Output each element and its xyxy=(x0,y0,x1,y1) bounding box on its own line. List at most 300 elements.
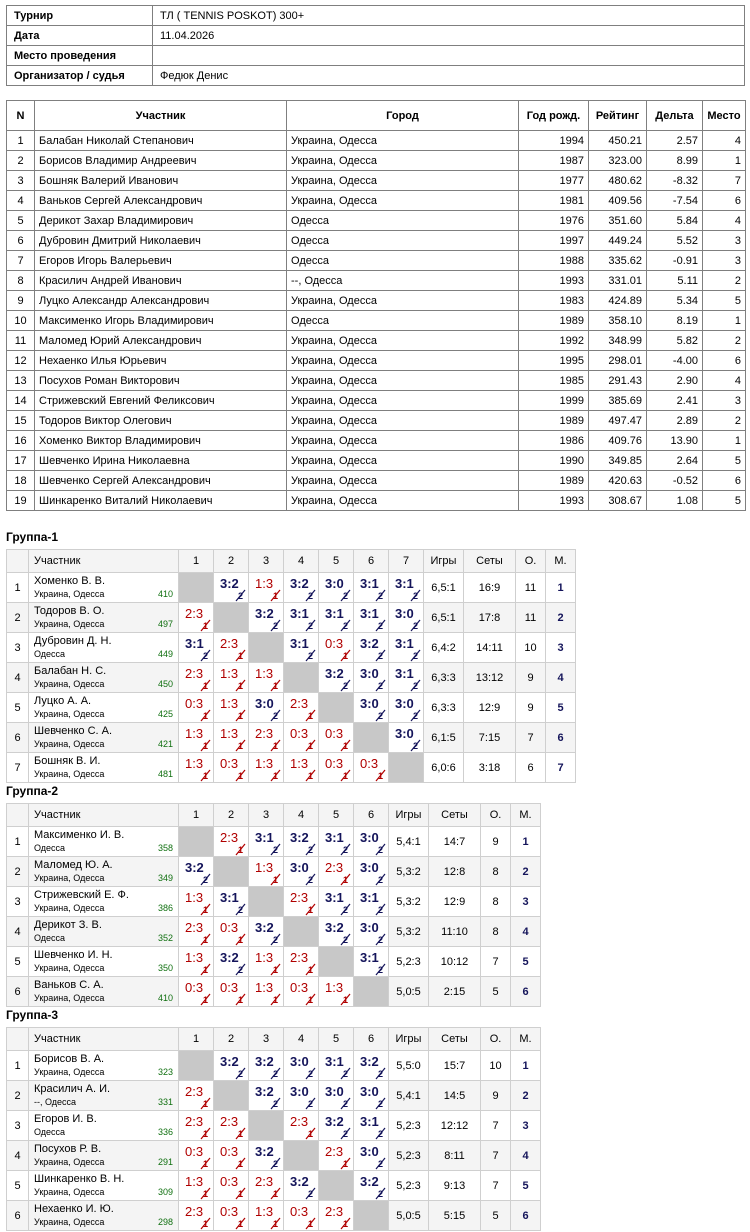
participant-cell: 1999 xyxy=(519,391,589,411)
match-score: 3:2 xyxy=(255,1084,274,1099)
col-player: Участник xyxy=(29,1028,179,1051)
match-points: 2 xyxy=(412,681,418,691)
col-opponent: 2 xyxy=(214,550,249,573)
participant-cell: 1987 xyxy=(519,151,589,171)
player-rating: 298 xyxy=(157,1217,173,1227)
player-sets: 12:8 xyxy=(429,857,481,887)
match-points: 1 xyxy=(342,1219,348,1229)
match-result-cell xyxy=(284,1201,319,1231)
match-score: 3:0 xyxy=(395,726,414,741)
participant-cell: 1989 xyxy=(519,411,589,431)
player-rating: 497 xyxy=(157,619,173,629)
match-result-cell xyxy=(284,857,319,887)
participants-header-row xyxy=(7,101,746,131)
participant-row xyxy=(7,351,746,371)
group-row xyxy=(7,887,541,917)
match-result-cell xyxy=(284,603,319,633)
player-points: 8 xyxy=(481,887,511,917)
info-label: Дата xyxy=(7,26,153,46)
player-points: 9 xyxy=(516,663,546,693)
match-score: 2:3 xyxy=(290,696,309,711)
match-result-cell xyxy=(354,887,389,917)
match-result-cell xyxy=(249,1141,284,1171)
col-opponent: 4 xyxy=(284,804,319,827)
match-points: 2 xyxy=(377,965,383,975)
match-result-cell xyxy=(249,663,284,693)
participant-cell: 4 xyxy=(703,211,746,231)
match-score: 3:2 xyxy=(220,950,239,965)
match-score: 3:1 xyxy=(185,636,204,651)
match-points: 2 xyxy=(342,621,348,631)
match-points: 1 xyxy=(272,591,278,601)
participants-header-cell: Город xyxy=(287,101,519,131)
match-points: 2 xyxy=(377,681,383,691)
match-score: 3:0 xyxy=(360,860,379,875)
match-result-cell xyxy=(249,1051,284,1081)
player-games: 5,2:3 xyxy=(389,1141,429,1171)
player-place: 1 xyxy=(511,1051,541,1081)
player-city: Одесса xyxy=(34,649,66,659)
player-number: 1 xyxy=(7,1051,29,1081)
group-row xyxy=(7,603,576,633)
match-score: 0:3 xyxy=(185,696,204,711)
match-result-cell xyxy=(319,827,354,857)
match-points: 2 xyxy=(307,875,313,885)
player-name: Маломед Ю. А. xyxy=(34,859,113,871)
participant-cell: 2.89 xyxy=(647,411,703,431)
info-value xyxy=(153,46,745,66)
match-score: 3:1 xyxy=(395,576,414,591)
match-points: 1 xyxy=(272,995,278,1005)
match-points: 1 xyxy=(237,651,243,661)
participant-cell: 12 xyxy=(7,351,35,371)
participant-cell: 1 xyxy=(703,311,746,331)
self-cell xyxy=(249,633,284,663)
participant-cell: 1985 xyxy=(519,371,589,391)
participant-row xyxy=(7,411,746,431)
participant-cell: Украина, Одесса xyxy=(287,451,519,471)
participant-row xyxy=(7,311,746,331)
match-points: 2 xyxy=(202,875,208,885)
col-place: М. xyxy=(546,550,576,573)
player-name: Посухов Р. В. xyxy=(34,1143,102,1155)
match-points: 2 xyxy=(237,905,243,915)
match-score: 3:0 xyxy=(360,666,379,681)
match-score: 3:1 xyxy=(255,830,274,845)
match-score: 2:3 xyxy=(290,1114,309,1129)
match-score: 2:3 xyxy=(185,920,204,935)
player-sets: 14:11 xyxy=(464,633,516,663)
participant-cell: 17 xyxy=(7,451,35,471)
player-number: 3 xyxy=(7,1111,29,1141)
participant-cell: 4 xyxy=(7,191,35,211)
match-result-cell xyxy=(354,1111,389,1141)
group-row xyxy=(7,1081,541,1111)
player-city: Украина, Одесса xyxy=(34,1157,105,1167)
match-score: 3:2 xyxy=(220,1054,239,1069)
player-sets: 12:9 xyxy=(464,693,516,723)
match-result-cell xyxy=(354,1081,389,1111)
match-score: 0:3 xyxy=(220,1144,239,1159)
participant-cell: Бошняк Валерий Иванович xyxy=(35,171,287,191)
participant-cell: 348.99 xyxy=(589,331,647,351)
participants-header-cell: Дельта xyxy=(647,101,703,131)
match-score: 0:3 xyxy=(325,726,344,741)
match-points: 1 xyxy=(202,1129,208,1139)
col-opponent: 2 xyxy=(214,804,249,827)
participant-row xyxy=(7,431,746,451)
col-opponent: 2 xyxy=(214,1028,249,1051)
col-opponent: 3 xyxy=(249,1028,284,1051)
match-result-cell xyxy=(249,917,284,947)
player-name: Дерикот З. В. xyxy=(34,919,102,931)
match-points: 1 xyxy=(202,741,208,751)
match-points: 1 xyxy=(307,1129,313,1139)
participant-cell: 1997 xyxy=(519,231,589,251)
participant-cell: 497.47 xyxy=(589,411,647,431)
participant-cell: Хоменко Виктор Владимирович xyxy=(35,431,287,451)
match-points: 1 xyxy=(237,1189,243,1199)
player-name: Шинкаренко В. Н. xyxy=(34,1173,125,1185)
player-number: 5 xyxy=(7,1171,29,1201)
participant-cell: 291.43 xyxy=(589,371,647,391)
player-city: Украина, Одесса xyxy=(34,769,105,779)
match-score: 2:3 xyxy=(185,1204,204,1219)
participant-cell: 4 xyxy=(703,371,746,391)
match-score: 2:3 xyxy=(255,1174,274,1189)
player-cell xyxy=(29,1171,179,1201)
group-row xyxy=(7,693,576,723)
participant-cell: 3 xyxy=(703,251,746,271)
info-value: 11.04.2026 xyxy=(153,26,745,46)
participant-cell: 450.21 xyxy=(589,131,647,151)
match-result-cell xyxy=(354,1171,389,1201)
participant-row xyxy=(7,271,746,291)
player-sets: 16:9 xyxy=(464,573,516,603)
match-result-cell xyxy=(354,663,389,693)
match-score: 2:3 xyxy=(185,1084,204,1099)
participant-cell: 6 xyxy=(703,351,746,371)
participant-cell: 18 xyxy=(7,471,35,491)
participant-cell: 1983 xyxy=(519,291,589,311)
player-number: 1 xyxy=(7,573,29,603)
match-result-cell xyxy=(179,917,214,947)
participant-cell: 1995 xyxy=(519,351,589,371)
group-row xyxy=(7,947,541,977)
match-result-cell xyxy=(284,693,319,723)
participant-cell: 5 xyxy=(703,291,746,311)
match-points: 1 xyxy=(307,1219,313,1229)
match-score: 1:3 xyxy=(290,756,309,771)
player-city: Украина, Одесса xyxy=(34,1217,105,1227)
participant-cell: 1 xyxy=(703,151,746,171)
player-cell xyxy=(29,633,179,663)
col-number xyxy=(7,804,29,827)
player-games: 5,3:2 xyxy=(389,857,429,887)
match-points: 2 xyxy=(307,651,313,661)
match-score: 3:2 xyxy=(255,920,274,935)
match-points: 2 xyxy=(272,1069,278,1079)
match-score: 1:3 xyxy=(255,756,274,771)
player-sets: 17:8 xyxy=(464,603,516,633)
participant-cell: Украина, Одесса xyxy=(287,491,519,511)
participant-row xyxy=(7,331,746,351)
player-games: 5,2:3 xyxy=(389,1171,429,1201)
participant-cell: Шинкаренко Виталий Николаевич xyxy=(35,491,287,511)
match-result-cell xyxy=(214,1141,249,1171)
match-result-cell xyxy=(354,947,389,977)
player-cell xyxy=(29,1201,179,1231)
match-result-cell xyxy=(284,1081,319,1111)
player-points: 7 xyxy=(481,1141,511,1171)
participant-cell: 14 xyxy=(7,391,35,411)
col-points: О. xyxy=(481,1028,511,1051)
player-sets: 9:13 xyxy=(429,1171,481,1201)
col-number xyxy=(7,1028,29,1051)
col-opponent: 3 xyxy=(249,804,284,827)
player-city: Одесса xyxy=(34,1127,66,1137)
player-sets: 14:5 xyxy=(429,1081,481,1111)
player-sets: 14:7 xyxy=(429,827,481,857)
player-cell xyxy=(29,1081,179,1111)
participant-cell: 7 xyxy=(703,171,746,191)
group-row xyxy=(7,977,541,1007)
participant-cell: Луцко Александр Александрович xyxy=(35,291,287,311)
self-cell xyxy=(179,573,214,603)
player-place: 4 xyxy=(511,917,541,947)
participant-cell: 1976 xyxy=(519,211,589,231)
match-result-cell xyxy=(249,753,284,783)
group-row xyxy=(7,1051,541,1081)
match-score: 2:3 xyxy=(325,1204,344,1219)
match-points: 2 xyxy=(272,845,278,855)
participant-cell: Красилич Андрей Иванович xyxy=(35,271,287,291)
match-score: 3:1 xyxy=(325,606,344,621)
participant-cell: 2 xyxy=(703,271,746,291)
match-result-cell xyxy=(354,603,389,633)
player-points: 7 xyxy=(481,1171,511,1201)
participant-cell: 2 xyxy=(703,411,746,431)
player-city: --, Одесса xyxy=(34,1097,77,1107)
match-points: 1 xyxy=(377,771,383,781)
match-points: 1 xyxy=(272,1189,278,1199)
group-row xyxy=(7,1171,541,1201)
match-points: 1 xyxy=(202,965,208,975)
match-points: 2 xyxy=(307,621,313,631)
match-result-cell xyxy=(319,753,354,783)
match-points: 2 xyxy=(272,1159,278,1169)
participant-cell: 2.57 xyxy=(647,131,703,151)
info-label: Турнир xyxy=(7,6,153,26)
player-points: 11 xyxy=(516,573,546,603)
player-games: 6,3:3 xyxy=(424,663,464,693)
participant-cell: Украина, Одесса xyxy=(287,171,519,191)
match-score: 3:2 xyxy=(185,860,204,875)
player-city: Украина, Одесса xyxy=(34,619,105,629)
player-number: 2 xyxy=(7,1081,29,1111)
player-points: 9 xyxy=(516,693,546,723)
col-opponent: 3 xyxy=(249,550,284,573)
participant-row xyxy=(7,171,746,191)
match-score: 1:3 xyxy=(185,756,204,771)
participant-cell: 1989 xyxy=(519,471,589,491)
player-sets: 10:12 xyxy=(429,947,481,977)
player-points: 9 xyxy=(481,827,511,857)
info-row xyxy=(7,26,745,46)
participant-cell: Украина, Одесса xyxy=(287,191,519,211)
participants-header-cell: Участник xyxy=(35,101,287,131)
match-points: 2 xyxy=(237,1069,243,1079)
match-score: 1:3 xyxy=(220,666,239,681)
group-table xyxy=(6,549,576,783)
match-points: 2 xyxy=(342,591,348,601)
player-sets: 3:18 xyxy=(464,753,516,783)
match-result-cell xyxy=(319,603,354,633)
player-cell xyxy=(29,1111,179,1141)
match-points: 1 xyxy=(342,741,348,751)
match-points: 1 xyxy=(342,651,348,661)
player-number: 6 xyxy=(7,977,29,1007)
group-row xyxy=(7,573,576,603)
player-cell xyxy=(29,947,179,977)
participant-cell: 5.11 xyxy=(647,271,703,291)
match-result-cell xyxy=(284,977,319,1007)
player-city: Украина, Одесса xyxy=(34,589,105,599)
player-city: Украина, Одесса xyxy=(34,739,105,749)
col-points: О. xyxy=(516,550,546,573)
match-points: 1 xyxy=(272,741,278,751)
match-result-cell xyxy=(354,1141,389,1171)
participant-cell: 8.99 xyxy=(647,151,703,171)
match-score: 1:3 xyxy=(185,890,204,905)
participant-row xyxy=(7,471,746,491)
match-points: 2 xyxy=(377,621,383,631)
match-result-cell xyxy=(319,1051,354,1081)
player-rating: 425 xyxy=(157,709,173,719)
tournament-info-table xyxy=(6,5,745,86)
player-name: Хоменко В. В. xyxy=(34,575,106,587)
match-result-cell xyxy=(319,857,354,887)
self-cell xyxy=(179,1051,214,1081)
player-cell xyxy=(29,857,179,887)
match-score: 3:2 xyxy=(255,1144,274,1159)
player-cell xyxy=(29,573,179,603)
col-place: М. xyxy=(511,804,541,827)
player-cell xyxy=(29,827,179,857)
group-title: Группа-1 xyxy=(6,530,59,544)
player-name: Шевченко И. Н. xyxy=(34,949,113,961)
player-place: 2 xyxy=(546,603,576,633)
participant-cell: 6 xyxy=(703,191,746,211)
participant-cell: 335.62 xyxy=(589,251,647,271)
player-place: 1 xyxy=(511,827,541,857)
match-points: 2 xyxy=(377,845,383,855)
match-points: 2 xyxy=(377,875,383,885)
match-points: 2 xyxy=(412,621,418,631)
group-header-row xyxy=(7,1028,541,1051)
participant-cell: 9 xyxy=(7,291,35,311)
participant-cell: 351.60 xyxy=(589,211,647,231)
player-number: 3 xyxy=(7,887,29,917)
match-score: 1:3 xyxy=(255,860,274,875)
match-score: 0:3 xyxy=(325,756,344,771)
participant-cell: 409.56 xyxy=(589,191,647,211)
match-points: 2 xyxy=(307,1069,313,1079)
player-rating: 350 xyxy=(157,963,173,973)
match-score: 0:3 xyxy=(220,756,239,771)
match-points: 2 xyxy=(342,1099,348,1109)
group-table xyxy=(6,803,541,1007)
participant-cell: -4.00 xyxy=(647,351,703,371)
player-points: 8 xyxy=(481,857,511,887)
match-points: 1 xyxy=(272,1219,278,1229)
player-cell xyxy=(29,917,179,947)
match-points: 1 xyxy=(237,681,243,691)
self-cell xyxy=(249,887,284,917)
player-sets: 13:12 xyxy=(464,663,516,693)
player-rating: 358 xyxy=(157,843,173,853)
match-points: 1 xyxy=(272,875,278,885)
match-points: 1 xyxy=(237,771,243,781)
info-label: Организатор / судья xyxy=(7,66,153,86)
match-score: 1:3 xyxy=(255,1204,274,1219)
participant-cell: 298.01 xyxy=(589,351,647,371)
match-result-cell xyxy=(249,857,284,887)
match-score: 3:2 xyxy=(220,576,239,591)
participant-cell: 1989 xyxy=(519,311,589,331)
match-score: 3:0 xyxy=(395,606,414,621)
match-result-cell xyxy=(354,633,389,663)
participants-header-cell: Место xyxy=(703,101,746,131)
match-points: 1 xyxy=(237,935,243,945)
player-rating: 291 xyxy=(157,1157,173,1167)
participant-cell: Максименко Игорь Владимирович xyxy=(35,311,287,331)
match-result-cell xyxy=(179,857,214,887)
match-result-cell xyxy=(319,1111,354,1141)
player-name: Луцко А. А. xyxy=(34,695,92,707)
match-score: 1:3 xyxy=(185,726,204,741)
match-score: 0:3 xyxy=(290,1204,309,1219)
match-result-cell xyxy=(284,1111,319,1141)
participants-header-cell: Рейтинг xyxy=(589,101,647,131)
player-place: 3 xyxy=(546,633,576,663)
match-score: 3:2 xyxy=(325,920,344,935)
match-points: 1 xyxy=(342,875,348,885)
match-score: 0:3 xyxy=(290,980,309,995)
match-result-cell xyxy=(214,693,249,723)
match-score: 3:0 xyxy=(360,920,379,935)
match-score: 3:2 xyxy=(325,1114,344,1129)
participant-cell: 409.76 xyxy=(589,431,647,451)
participant-cell: 424.89 xyxy=(589,291,647,311)
participant-cell: 1 xyxy=(703,431,746,451)
match-result-cell xyxy=(319,663,354,693)
match-points: 1 xyxy=(307,711,313,721)
match-points: 1 xyxy=(202,1189,208,1199)
match-score: 3:1 xyxy=(290,636,309,651)
match-points: 2 xyxy=(377,1159,383,1169)
participant-cell: 5.82 xyxy=(647,331,703,351)
player-games: 5,4:1 xyxy=(389,827,429,857)
match-points: 2 xyxy=(377,591,383,601)
player-sets: 2:15 xyxy=(429,977,481,1007)
participant-row xyxy=(7,291,746,311)
participant-cell: 5 xyxy=(7,211,35,231)
participant-cell: 1.08 xyxy=(647,491,703,511)
group-row xyxy=(7,753,576,783)
player-city: Украина, Одесса xyxy=(34,709,105,719)
self-cell xyxy=(354,723,389,753)
